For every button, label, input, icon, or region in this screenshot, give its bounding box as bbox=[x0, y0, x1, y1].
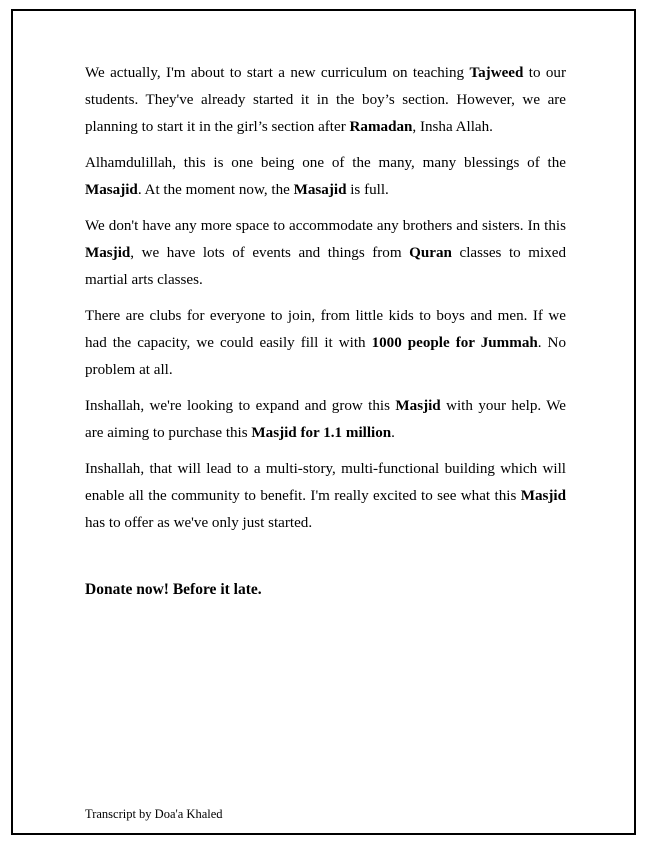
text-segment: Inshallah, we're looking to expand and grow this bbox=[85, 398, 396, 414]
transcript-body bbox=[85, 60, 566, 546]
paragraph bbox=[85, 60, 566, 141]
donate-call-to-action: Donate now! Before it late. bbox=[85, 581, 262, 598]
bold-term: Masjid bbox=[520, 488, 566, 504]
paragraph bbox=[85, 456, 566, 537]
text-segment: . No problem at all. bbox=[85, 335, 566, 378]
paragraph bbox=[85, 213, 566, 294]
bold-term: Tajweed bbox=[469, 65, 524, 81]
text-segment: has to offer as we've only just started. bbox=[85, 515, 313, 531]
text-segment: classes to mixed martial arts classes. bbox=[85, 245, 566, 288]
bold-term: Quran bbox=[409, 245, 452, 261]
bold-term: Masajid bbox=[85, 182, 138, 198]
bold-term: Masjid bbox=[395, 398, 441, 414]
text-segment: is full. bbox=[346, 182, 389, 198]
text-segment: , Insha Allah. bbox=[412, 119, 493, 135]
bold-term: Masjid bbox=[85, 245, 131, 261]
text-segment: We don't have any more space to accommodate any brothers and sisters. In this bbox=[85, 218, 566, 234]
text-segment: with your help. We are aiming to purchase this bbox=[85, 398, 567, 441]
text-segment: There are clubs for everyone to join, from little kids to boys and men. If we had the capacity, we could easily fill it with bbox=[85, 308, 566, 351]
text-segment: . bbox=[391, 425, 395, 441]
bold-term: Masjid for 1.1 million bbox=[251, 425, 392, 441]
bold-term: Masajid bbox=[293, 182, 347, 198]
text-segment: to our students. They've already started it in the boy’s section. However, we are planning to start it in the girl’s section after bbox=[85, 65, 566, 135]
paragraph bbox=[85, 303, 566, 384]
bold-term: 1000 people for Jummah bbox=[371, 335, 538, 351]
text-segment: We actually, I'm about to start a new curriculum on teaching bbox=[85, 65, 470, 81]
text-segment: . At the moment now, the bbox=[137, 182, 294, 198]
transcript-credit: Transcript by Doa'a Khaled bbox=[85, 807, 223, 821]
bold-term: Ramadan bbox=[349, 119, 413, 135]
text-segment: Inshallah, that will lead to a multi-story, multi-functional building which will enable all the community to benefit. I'm really excited to see what this bbox=[85, 461, 566, 504]
text-segment: Alhamdulillah, this is one being one of the many, many blessings of the bbox=[85, 155, 566, 171]
paragraph bbox=[85, 150, 566, 204]
paragraph bbox=[85, 393, 566, 447]
text-segment: , we have lots of events and things from bbox=[130, 245, 410, 261]
